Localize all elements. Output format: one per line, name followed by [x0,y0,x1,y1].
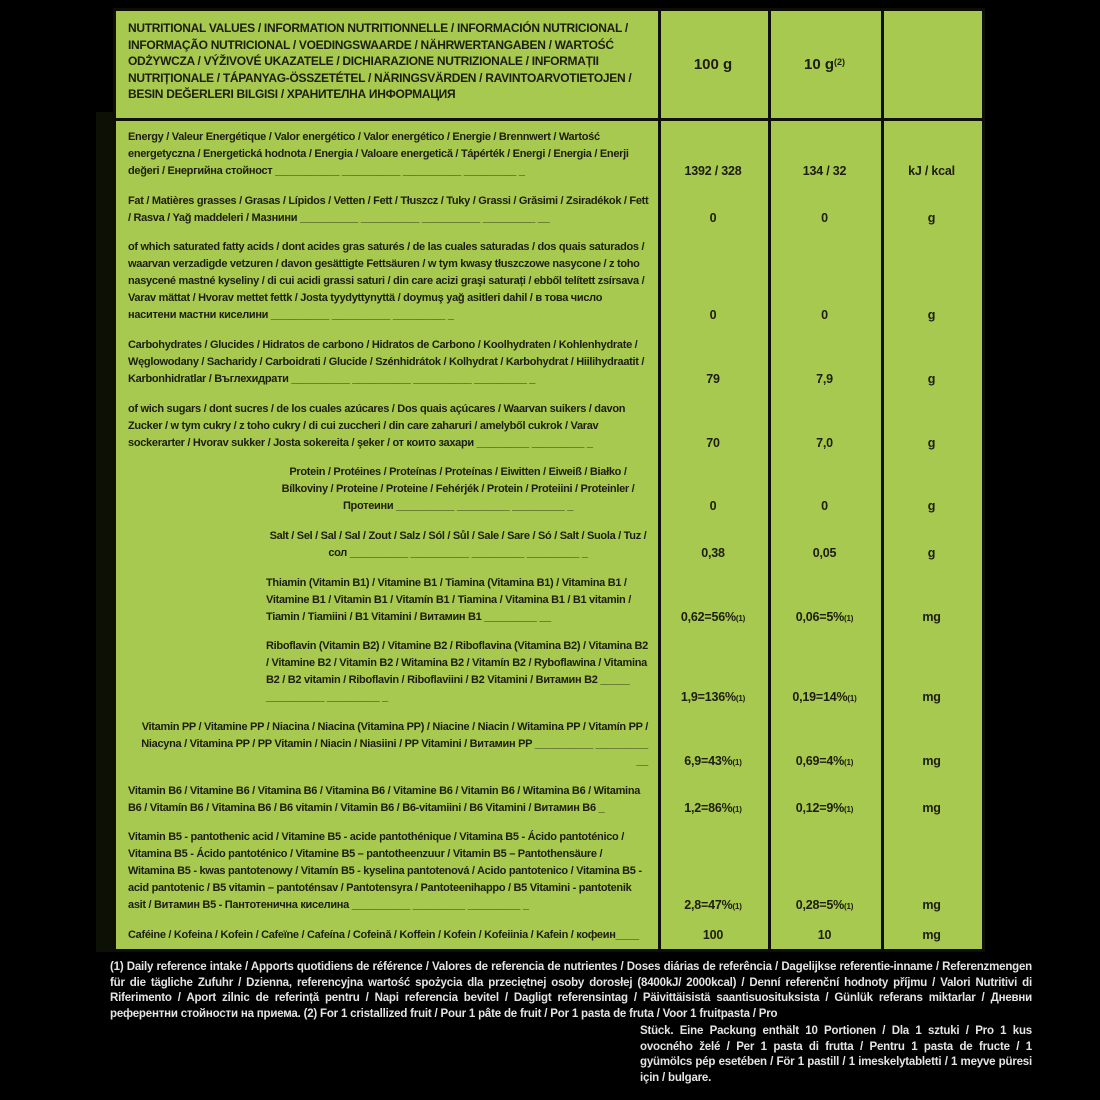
table-row [116,193,982,227]
footnote-portion-info: Stück. Eine Packung enthält 10 Portionen / Dla 1 sztuki / Pro 1 kus ovocného želé / Per 1 pasta di frutta / Pentru 1 pasta de fructe / 1 gyümölcs pép esetében / För 1 pastill / 1 imeskelytabletti / 1 meyve püresi için / bulgare. [640,1025,1032,1084]
value-text: 0 [709,499,717,514]
table-row [116,575,982,626]
value-text: 0 [821,210,828,225]
table-row [116,401,982,452]
header-col-100g [658,11,768,118]
value-text: mg [922,609,941,624]
nutrient-label: Vitamin PP / Vitamine PP / Niacina / Niacina (Vitamina PP) / Niacine / Niacin / Witamina PP / Vitamín PP / Niacyna / Vitamina PP / PP Vitamin / Niacin / Niasiini / PP Vitamini / Витамин PP __________ _________ __ [141,720,648,767]
value-text: 0 [821,499,828,514]
table-row [116,239,982,324]
nutrition-table [113,8,985,952]
value-text: 134 / 32 [802,164,847,178]
table-row [116,337,982,388]
column-divider [768,11,771,949]
value-100g-cell: 6,9=43% (1) [684,753,742,768]
nutrient-label: Protein / Protéines / Proteínas / Proteínas / Eiwitten / Eiweiß / Białko / Bílkoviny / Proteine / Proteine / Fehérjék / Protein / Proteiini / Proteinler /Протеини __________ _________ _________ _ [281,466,635,513]
value-text: 0 [709,210,717,225]
header-title: NUTRITIONAL VALUES / INFORMATION NUTRITIONNELLE / INFORMACIÓN NUTRICIONAL / INFORMAÇÃO NUTRICIONAL / VOEDINGSWAARDE / NÄHRWERTANGABEN / WARTOŚĆ ODŻYWCZA / VÝŽIVOVÉ UKAZATELE / DICHIARAZIONE NUTRIZIONALE / INFORMAȚII NUTRIȚIONALE / TÁPANYAG-ÖSSZETÉTEL / NÄRINGSVÄRDEN / RAVINTOARVOTIETOJEN / BESIN DEĞERLERI BILGISI / ХРАНИТЕЛНА ИНФОРМАЦИЯ [128,21,632,101]
value-text: 7,0 [816,435,833,450]
table-row [116,638,982,706]
table-row [116,829,982,914]
value-text: 0,05 [812,545,837,560]
value-text: g [927,308,936,323]
value-text: 1392 / 328 [684,164,742,178]
value-10g-cell: 0,12=9% (1) [795,800,854,815]
unit-cell [881,239,982,324]
value-text: 7,9 [816,371,833,386]
value-text: kJ / kcal [908,164,955,178]
unit-cell [881,528,982,562]
header-col-100g-label: 100 g [693,56,733,73]
value-100g-cell [658,927,768,944]
nutrient-label: Riboflavin (Vitamin B2) / Vitamine B2 / Riboflavina (Vitamina B2) / Vitamina B2 / Vitamine B2 / Vitamin B2 / Witamina B2 / Vitamín B2 / Ryboflawina / Vitamina B2 / B2 vitamin / Riboflavin / Riboflaviini / B2 Vitamini / Витамин B2 _____ __________ _________ _ [266,640,648,704]
value-text: 79 [706,371,720,386]
value-10g-cell [768,927,881,944]
value-text: mg [922,800,941,815]
value-text: 100 [702,927,724,942]
nutrient-label: Vitamin B6 / Vitamine B6 / Vitamina B6 / Vitamina B6 / Vitamine B6 / Vitamin B6 / Witamina B6 / Witamina B6 / Vitamín B6 / Vitamina B6 / B6 vitamin / Vitamin B6 / B6-vitamiini / B6 Vitamini / Витамин B6 _ [128,784,641,814]
value-text: g [927,435,936,450]
value-text: 0,06=5% [795,609,845,624]
table-body [116,121,982,949]
column-divider [658,11,661,949]
unit-cell [881,337,982,388]
value-text: mg [922,690,941,705]
value-10g-cell [768,401,881,452]
header-col-10g-label: 10 g [803,56,834,73]
value-100g-cell: 1,9=136% (1) [680,690,746,705]
value-100g-cell [658,129,768,180]
unit-cell [881,638,982,706]
value-text: g [927,499,936,514]
unit-cell [881,927,982,944]
nutrient-label: Thiamin (Vitamin B1) / Vitamine B1 / Tiamina (Vitamina B1) / Vitamina B1 / Vitamine B1 / Vitamin B1 / Vitamín B1 / Tiamina / Vitamina B1 / B1 vitamin / Tiamin / Tiamiini / B1 Vitamini / Витамин B1 _________ __ [266,576,631,623]
table-row [116,927,982,944]
value-10g-cell [768,337,881,388]
header-col-unit [881,11,982,118]
value-100g-cell [658,528,768,562]
footnotes [110,960,1032,1086]
header-col-10g: 10 g (2) [803,56,845,73]
value-100g-cell [658,337,768,388]
value-text: 70 [706,435,720,450]
value-10g-cell [768,129,881,180]
value-10g-cell: 0,06=5% (1) [795,609,854,624]
value-text: 0,19=14% [792,690,848,705]
table-row [116,129,982,180]
nutrient-label: Caféine / Kofeina / Kofein / Cafeïne / Cafeína / Cofeină / Koffein / Kofein / Kofeiinia / Kafein / кофеин____ [128,928,639,941]
value-10g-cell: 0,28=5% (1) [795,898,854,913]
value-text: 1,9=136% [680,690,736,705]
value-text: 0,62=56% [680,609,736,624]
value-text: mg [922,753,941,768]
value-100g-cell [658,239,768,324]
value-100g-cell: 1,2=86% (1) [684,800,742,815]
unit-cell [881,719,982,770]
package-edge-shadow [96,112,113,952]
unit-cell [881,193,982,227]
value-text: mg [922,927,941,942]
value-100g-cell [658,401,768,452]
value-10g-cell [768,239,881,324]
value-100g-cell [658,464,768,515]
value-text: 2,8=47% [684,898,733,913]
nutrient-label: of which saturated fatty acids / dont acides gras saturés / de las cuales saturadas / dos quais saturados / waarvan verzadigde vetzuren / davon gesättigte Fettsäuren / w tym kwasy tłuszczowe nasycone / z toho nasycené mastné kyseliny / di cui acidi grassi saturi / din care acizi graşi saturați / ebből telített zsírsava / Varav mättat / Hvorav mettet fettk / Josta tyydyttynyttä / doymuş yağ asitleri dahil / в това число наситени мастни киселини __________ __________ _________ _ [128,241,645,322]
unit-cell [881,401,982,452]
value-text: 6,9=43% [684,753,733,768]
unit-cell [881,129,982,180]
value-text: g [927,210,936,225]
value-text: 0,69=4% [795,753,845,768]
value-100g-cell: 0,62=56% (1) [680,609,746,624]
unit-cell [881,783,982,817]
nutrient-label: Vitamin B5 - pantothenic acid / Vitamine B5 - acide pantothénique / Vitamina B5 - Ácido pantoténico / Vitamina B5 - Ácido pantoténico / Vitamine B5 – pantotheenzuur / Vitamin B5 – Pantothensäure / Witamina B5 - kwas pantotenowy / Vitamín B5 - kyselina pantotenová / Acido pantotenico / Vitamina B5 - acid pantotenic / B5 vitamin – pantoténsav / Pantotensyra / Pantoteenihappo / B5 Vitamini - pantotenik asit / Витамин B5 - Пантотенична киселина __________ _________ _________ _ [128,831,642,912]
value-100g-cell: 2,8=47% (1) [684,898,742,913]
value-10g-cell [768,193,881,227]
column-divider [881,11,884,949]
table-row [116,783,982,817]
nutrient-label: Fat / Matières grasses / Grasas / Lípidos / Vetten / Fett / Tłuszcz / Tuky / Grassi / Grăsimi / Zsiradékok / Fett / Rasva / Yağ maddeleri / Мазнини __________ __________ __________ _________ __ [128,194,649,224]
value-text: g [927,545,936,560]
value-text: 0,28=5% [795,898,845,913]
table-row [116,464,982,515]
value-text: 10 [817,927,832,942]
nutrient-label: Energy / Valeur Energétique / Valor energético / Valor energético / Energie / Brennwert / Wartość energetyczna / Energetická hodnota / Energia / Valoare energetică / Tápérték / Energi / Energia / Enerji değeri / Енергийна стойност ___________ __________ __________ _________ _ [128,131,629,177]
value-text: 0,12=9% [795,800,845,815]
nutrient-label: Carbohydrates / Glucides / Hidratos de carbono / Hidratos de Carbono / Koolhydraten / Kohlenhydrate / Węglowodany / Sacharidy / Carboidrati / Glucide / Szénhidrátok / Kolhydrat / Karbohydrat / Hiilihydraatit / Karbonhidratlar / Въглехидрати __________ __________ __________ _________ _ [128,338,645,385]
footnote-reference-intake: (1) Daily reference intake / Apports quotidiens de référence / Valores de referencia de nutrientes / Doses diárias de referência / Dagelijkse referentie-inname / Referenzmengen für die tägliche Zufuhr / Dzienna, referencyjna wartość spożycia dla przeciętnej osoby dorosłej (8400kJ/ 2000kcal) / Denní referenční hodnoty příjmu / Valori Nutritivi di Riferimento / Aport zilnic de referință pentru / Napi referencia bevitel / Dagligt referensintag / Päivittäisistä saantisuosituksista / Günlük referans miktarlar / Дневни референтни стойности на приема. (2) For 1 cristallized fruit / Pour 1 pâte de fruit / Por 1 pasta de fruta / Voor 1 fruitpasta / Pro [110,961,1032,1020]
unit-cell [881,575,982,626]
value-text: g [927,371,936,386]
value-text: 1,2=86% [684,800,733,815]
value-text: 0 [709,308,717,323]
value-10g-cell: 0,19=14% (1) [792,690,857,705]
table-row [116,528,982,562]
unit-cell [881,829,982,914]
nutrient-label: of wich sugars / dont sucres / de los cuales azúcares / Dos quais açúcares / Waarvan suikers / davon Zucker / w tym cukry / z toho cukry / di cui zuccheri / din care zaharuri / amelyből cukrok / Varav sockerarter / Hvorav sukker / Josta sokereita / şeker / от които захари _________ _________ _ [128,402,626,449]
value-text: mg [922,898,941,913]
table-row [116,719,982,770]
unit-cell [881,464,982,515]
value-10g-cell [768,528,881,562]
table-header [116,11,982,121]
value-10g-cell [768,464,881,515]
value-100g-cell [658,193,768,227]
value-text: 0,38 [701,545,725,560]
value-text: 0 [821,308,828,323]
nutrient-label: Salt / Sel / Sal / Sal / Zout / Salz / Sól / Sůl / Sale / Sare / Só / Salt / Suola / Tuz / сол __________ __________ _________ _________ _ [269,529,647,559]
value-10g-cell: 0,69=4% (1) [795,753,854,768]
